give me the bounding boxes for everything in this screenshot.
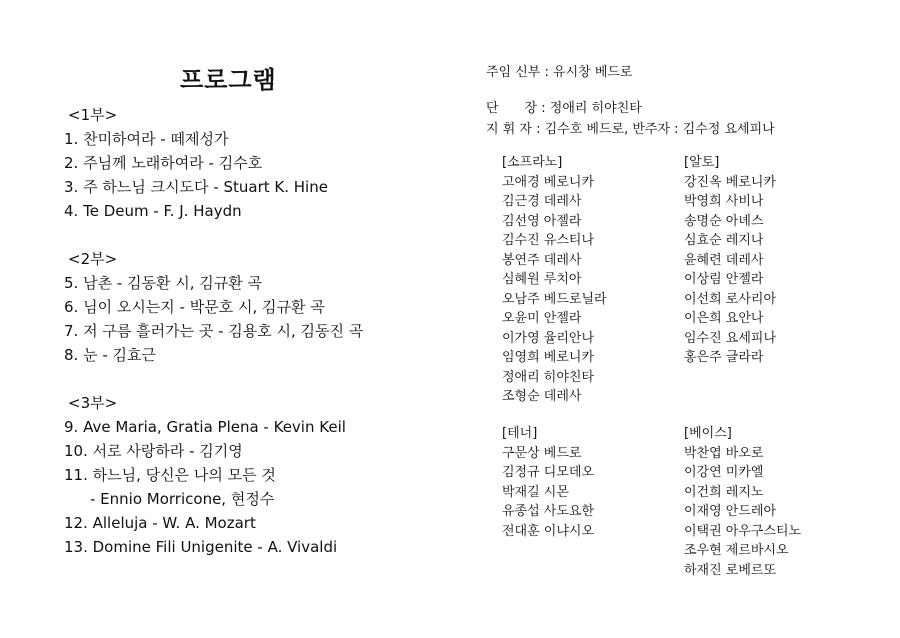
- member-name: 이가영 율리안나: [502, 330, 595, 346]
- program-item: 5. 남촌 - 김동환 시, 김규환 곡: [64, 274, 263, 292]
- member-name: 유종섭 사도요한: [502, 504, 595, 519]
- member-name: 이택권 아우구스티노: [684, 523, 802, 539]
- member-name: 이은희 요안나: [684, 311, 764, 326]
- member-name: 고애경 베로니카: [502, 174, 595, 190]
- member-name: 임영희 베로니카: [502, 350, 595, 365]
- program-item: 8. 눈 - 김효근: [64, 346, 156, 364]
- member-name: 이강연 미카엘: [684, 465, 764, 480]
- member-name: 이건희 레지노: [684, 484, 764, 500]
- section-title: [알토]: [684, 155, 720, 170]
- member-name: 조형순 데레사: [502, 389, 582, 404]
- program-item: 11. 하느님, 당신은 나의 모든 것: [64, 466, 276, 484]
- member-name: 조우현 제르바시오: [684, 543, 789, 558]
- program-item: 12. Alleluja - W. A. Mozart: [64, 514, 256, 532]
- leader-label: 단 장: [486, 101, 538, 116]
- bass-section: [684, 424, 801, 580]
- member-name: 박찬엽 바오로: [684, 445, 764, 461]
- conductor-line: [486, 118, 775, 137]
- program-title: 프로그램: [180, 66, 277, 94]
- member-name: 오윤미 안젤라: [502, 311, 582, 326]
- part-heading: <3부>: [68, 394, 118, 412]
- program-item: 6. 님이 오시는지 - 박문호 시, 김규환 곡: [64, 298, 325, 316]
- member-name: 송명순 아녜스: [684, 213, 764, 229]
- program-item: 13. Domine Fili Unigenite - A. Vivaldi: [64, 538, 338, 556]
- member-name: 김정규 디모데오: [502, 465, 595, 480]
- member-name: 홍은주 글라라: [684, 350, 764, 365]
- member-name: 전대훈 이냐시오: [502, 523, 595, 539]
- member-name: 박재길 시몬: [502, 484, 569, 500]
- member-name: 윤혜련 데레사: [684, 252, 764, 268]
- program-item: 2. 주님께 노래하여라 - 김수호: [64, 154, 263, 172]
- tenor-section: [502, 424, 594, 541]
- member-name: 김수진 유스티나: [502, 233, 595, 248]
- member-name: 박영희 사비나: [684, 194, 764, 209]
- member-name: 오남주 베드로닐라: [502, 291, 607, 307]
- section-title: [소프라노]: [502, 155, 563, 170]
- member-name: 심혜원 루치아: [502, 272, 582, 287]
- member-name: 이선희 로사리아: [684, 291, 777, 307]
- program-item: 7. 저 구름 흘러가는 곳 - 김용호 시, 김동진 곡: [64, 322, 364, 340]
- program-item: 1. 찬미하여라 - 떼제성가: [64, 130, 229, 148]
- member-name: 봉연주 데레사: [502, 252, 582, 268]
- program-item: 10. 서로 사랑하라 - 김기영: [64, 442, 243, 460]
- member-name: 이재영 안드레아: [684, 504, 777, 519]
- program-item: 9. Ave Maria, Gratia Plena - Kevin Keil: [64, 418, 346, 436]
- part-heading: <2부>: [68, 250, 118, 268]
- priest-line: 주임 신부 : 유시창 베드로: [486, 65, 633, 80]
- member-name: 이상림 안젤라: [684, 272, 764, 287]
- program-list: [64, 103, 363, 559]
- program-item: 3. 주 하느님 크시도다 - Stuart K. Hine: [64, 178, 328, 196]
- program-item-continued: - Ennio Morricone, 현정수: [90, 490, 275, 508]
- leader-line: [486, 97, 642, 116]
- member-name: 임수진 요세피나: [684, 330, 777, 346]
- member-name: 김선영 아젤라: [502, 213, 582, 229]
- soprano-section: [502, 153, 607, 407]
- member-name: 하재진 로베르또: [684, 562, 777, 578]
- leader-value: : 정애리 히야친타: [537, 101, 642, 116]
- section-title: [베이스]: [684, 426, 732, 441]
- conductor-label: 지 휘 자: [486, 122, 532, 137]
- member-name: 정애리 히야친타: [502, 369, 595, 385]
- member-name: 심효순 레지나: [684, 233, 764, 248]
- member-name: 구문상 베드로: [502, 445, 582, 461]
- member-name: 김근경 데레사: [502, 194, 582, 209]
- program-item: 4. Te Deum - F. J. Haydn: [64, 202, 242, 220]
- part-heading: <1부>: [68, 106, 118, 124]
- conductor-value: : 김수호 베드로, 반주자 : 김수정 요세피나: [531, 122, 775, 137]
- section-title: [테너]: [502, 426, 538, 441]
- member-name: 강진옥 베로니카: [684, 174, 777, 190]
- alto-section: [684, 153, 776, 368]
